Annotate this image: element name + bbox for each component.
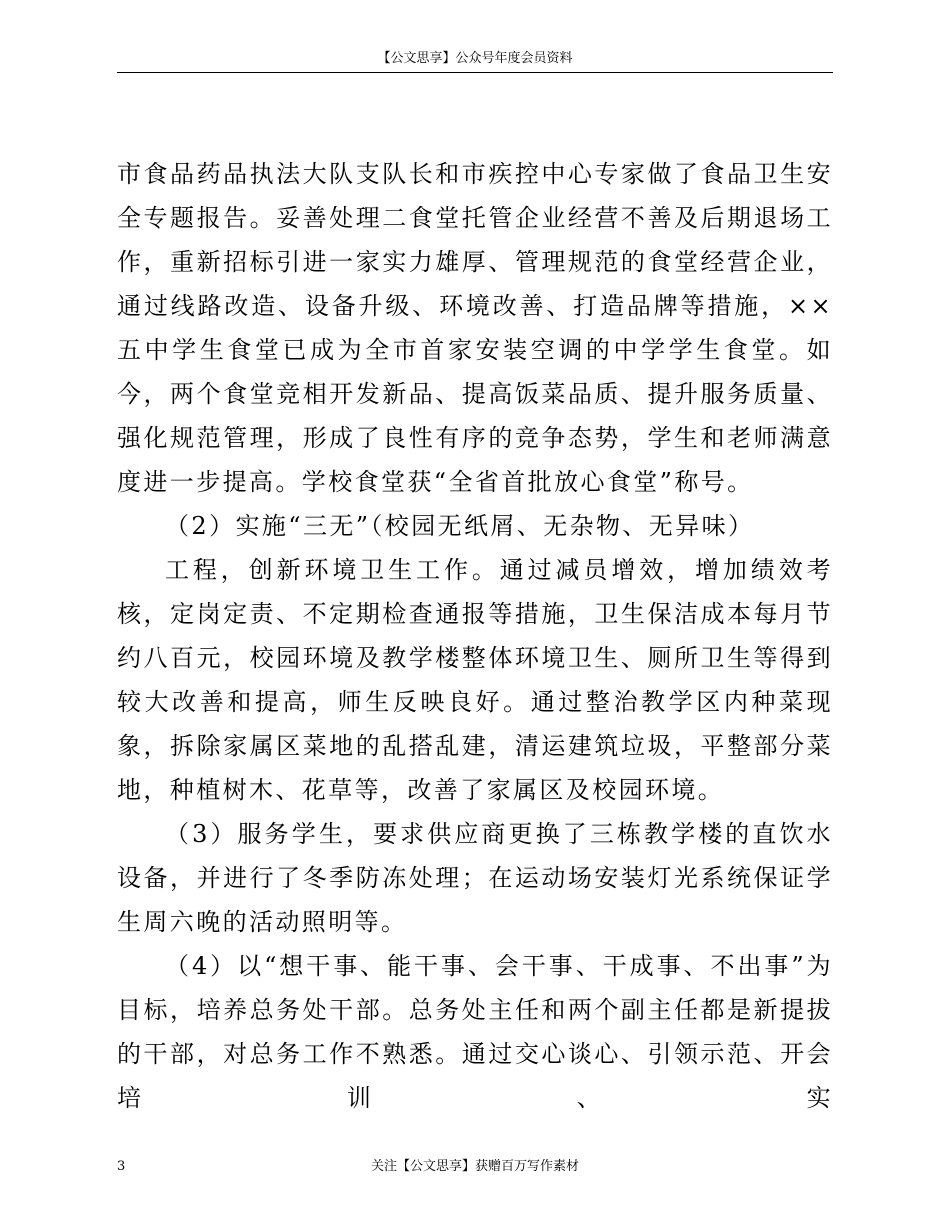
paragraph-canteen: 市食品药品执法大队支队长和市疾控中心专家做了食品卫生安全专题报告。妥善处理二食堂托管企业经营不善及后期退场工作，重新招标引进一家实力雄厚、管理规范的食堂经营企业，通过线路改造、设备升级、环境改善、打造品牌等措施，××五中学生食堂已成为全市首家安装空调的中学学生食堂。如今，两个食堂竞相开发新品、提高饭菜品质、提升服务质量、强化规范管理，形成了良性有序的竞争态势，学生和老师满意度进一步提高。学校食堂获“全省首批放心食堂”称号。 [117, 160, 833, 496]
paragraph-cadre-training: （4）以“想干事、能干事、会干事、干成事、不出事”为目标，培养总务处干部。总务处主任和两个副主任都是新提拔的干部，对总务工作不熟悉。通过交心谈心、引领示范、开会培训、实 [117, 952, 833, 1112]
paragraph-serve-students: （3）服务学生，要求供应商更换了三栋教学楼的直饮水设备，并进行了冬季防冻处理；在运动场安装灯光系统保证学生周六晚的活动照明等。 [117, 820, 833, 936]
page-header: 【公文思享】公众号年度会员资料 [377, 51, 573, 66]
header-divider [117, 72, 833, 73]
page-number: 3 [117, 1159, 126, 1174]
document-body [117, 152, 833, 1120]
footer-text: 关注【公文思享】获赠百万写作素材 [370, 1159, 579, 1174]
paragraph-three-no-heading: （2）实施“三无”（校园无纸屑、无杂物、无异味） [165, 512, 755, 540]
paragraph-environment: 工程，创新环境卫生工作。通过减员增效，增加绩效考核，定岗定责、不定期检查通报等措施，卫生保洁成本每月节约八百元，校园环境及教学楼整体环境卫生、厕所卫生等得到较大改善和提高，师生反映良好。通过整治教学区内种菜现象，拆除家属区菜地的乱搭乱建，清运建筑垃圾，平整部分菜地，种植树木、花草等，改善了家属区及校园环境。 [117, 556, 833, 804]
